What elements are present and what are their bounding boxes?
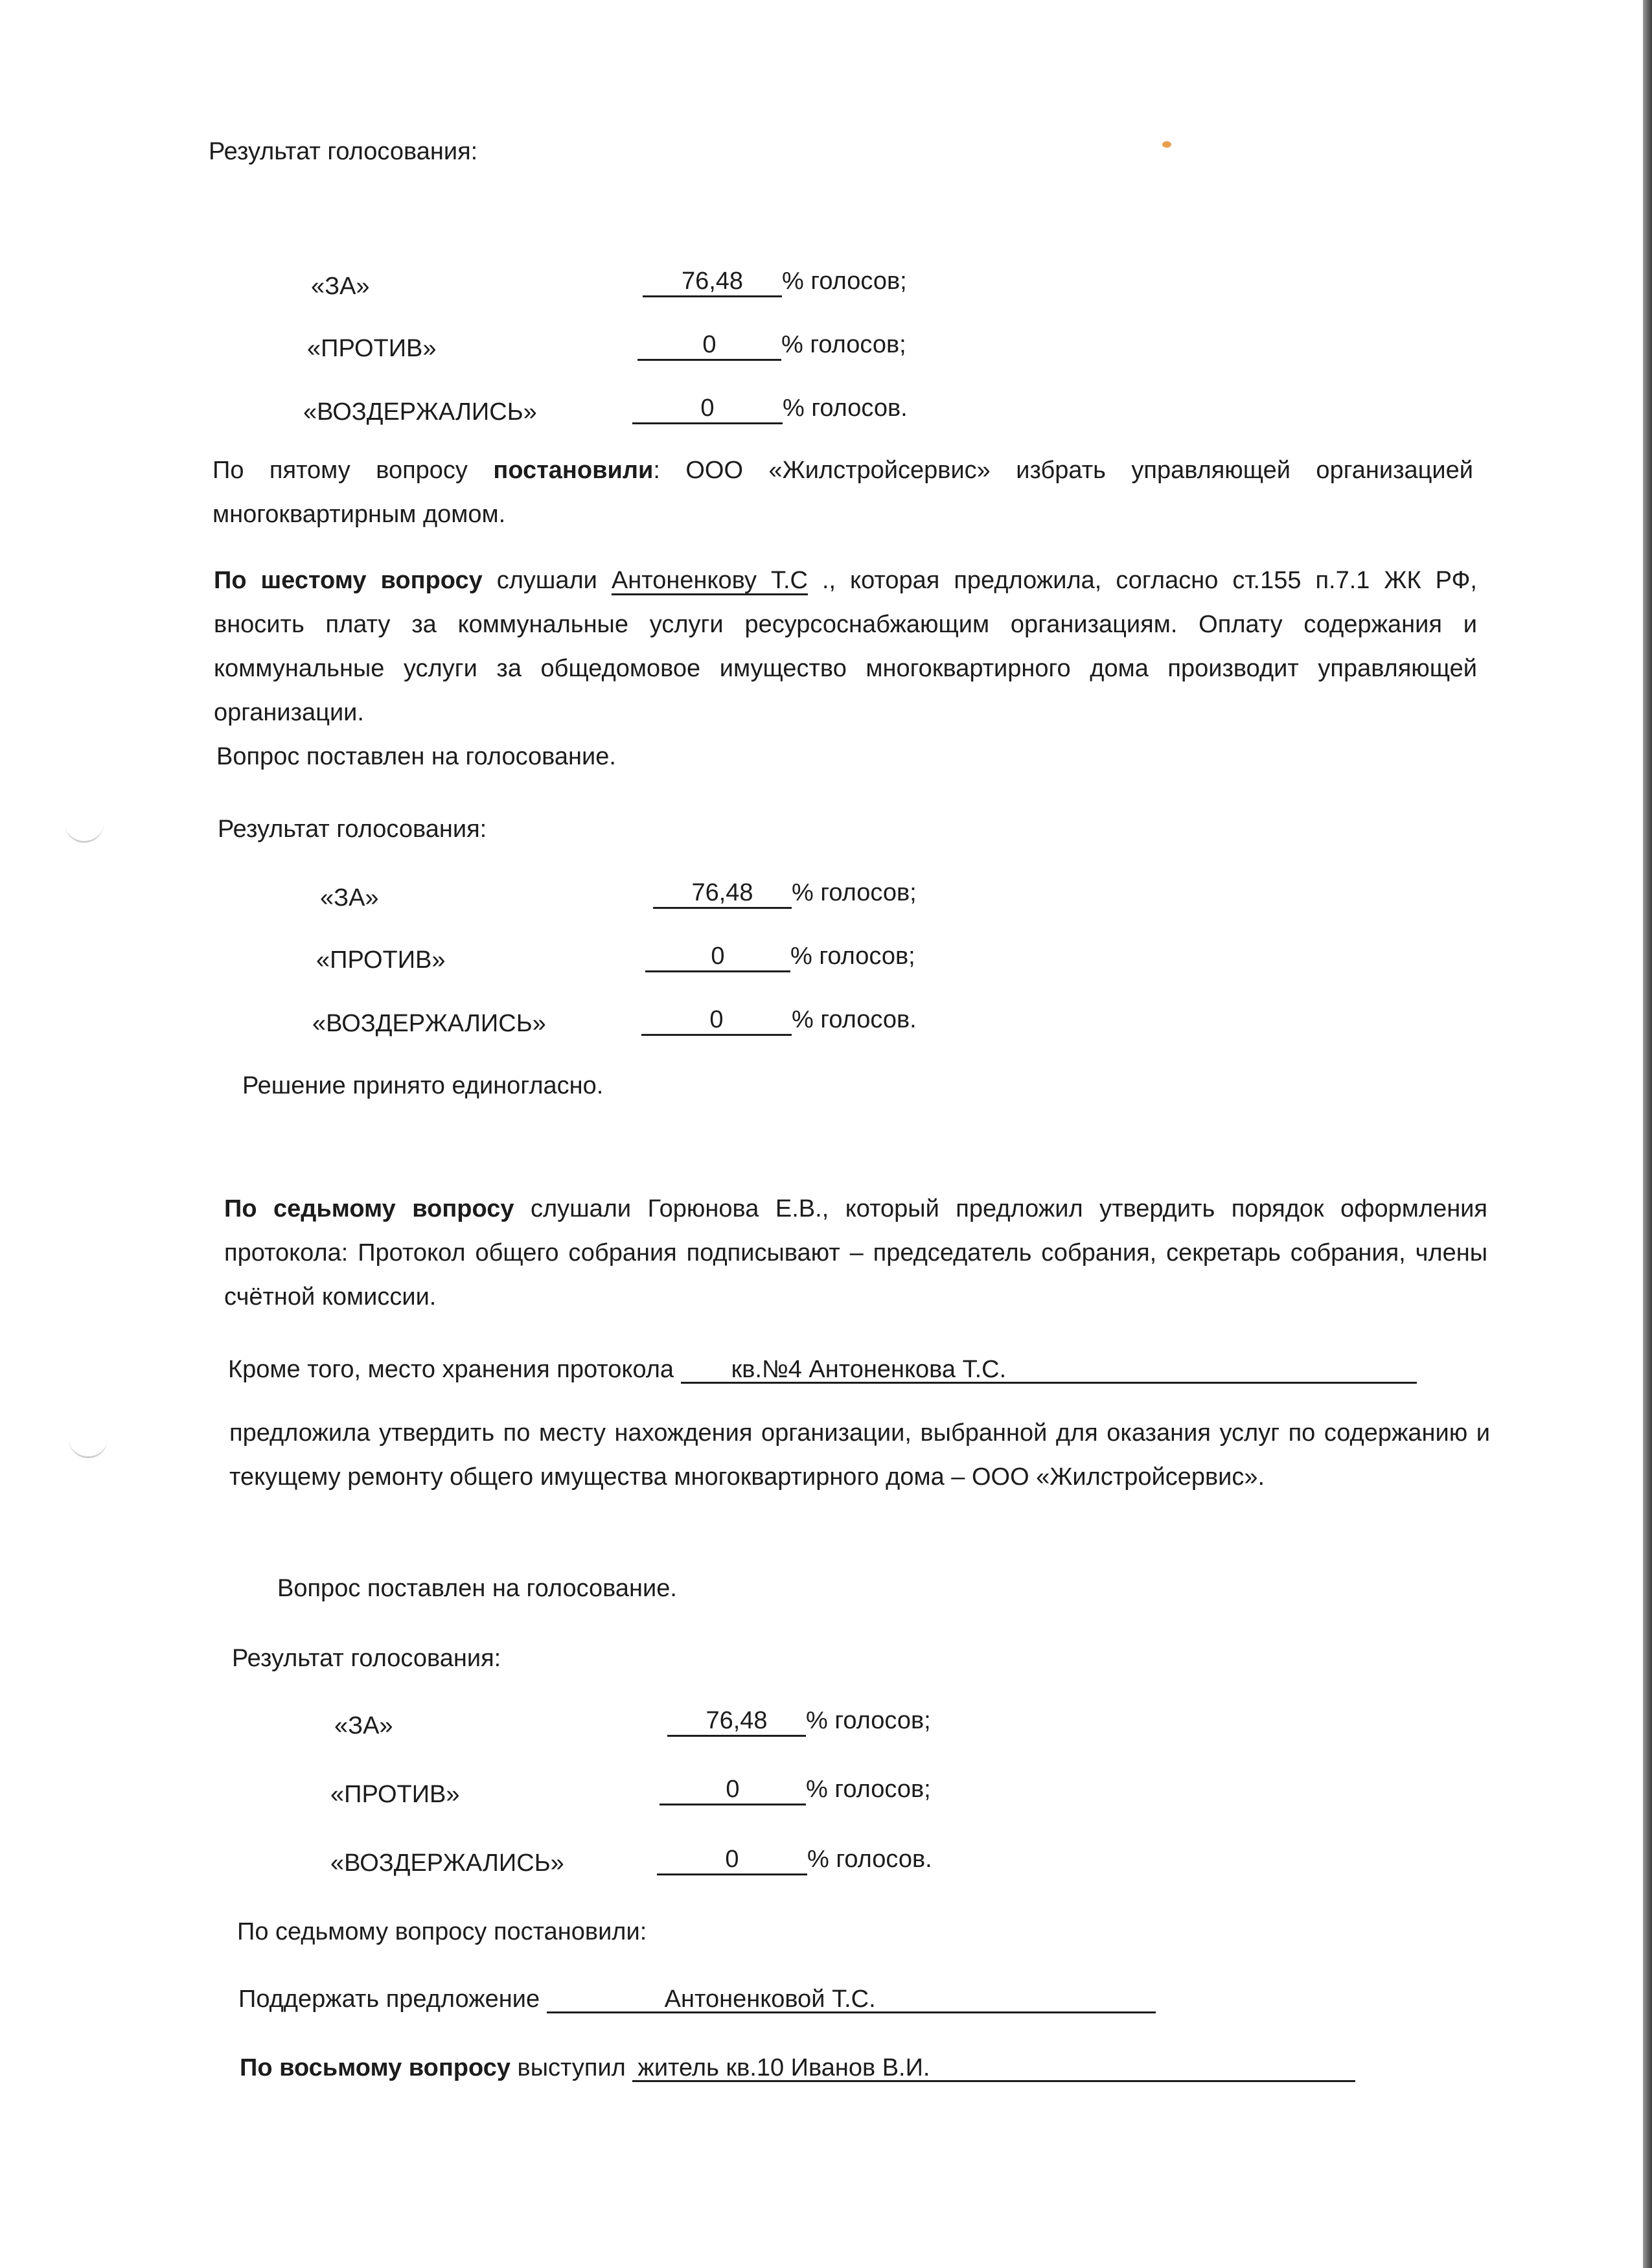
vote-abstain-value: 0: [632, 394, 783, 424]
question-6-paragraph: По шестому вопросу слушали Антоненкову Т.С ., которая предложила, согласно ст.155 п.7.1 ЖК РФ, вносить плату за коммунальные услуги ресурсоснабжающим организациям. Оплату содержания и коммунальные услуги за общедомовое имущество многоквартирного дома производит управляющей организации.: [214, 567, 1477, 726]
put-to-vote-text: Вопрос поставлен на голосование.: [216, 743, 616, 770]
vote-abstain-row: [632, 386, 908, 430]
vote-against-label: «ПРОТИВ»: [330, 1781, 460, 1808]
storage-proposal-paragraph: предложила утвердить по месту нахождения организации, выбранной для оказания услуг по содержанию и текущему ремонту общего имущества многоквартирного дома – ООО «Жилстройсервис».: [229, 1419, 1490, 1491]
vote-for-row: [653, 871, 917, 915]
vote-against-row: [637, 323, 906, 367]
question-8-text: выступил: [510, 2054, 633, 2081]
result-heading: Результат голосования:: [232, 1645, 501, 1672]
question-8-bold: По восьмому вопросу: [240, 2054, 511, 2081]
put-to-vote-text: Вопрос поставлен на голосование.: [277, 1575, 677, 1602]
vote-abstain-label: «ВОЗДЕРЖАЛИСЬ»: [303, 398, 537, 426]
question-8-row: [240, 2046, 1355, 2090]
vote-for-label: «ЗА»: [334, 1712, 393, 1739]
vote-abstain-row: [641, 998, 917, 1042]
vote-against-label: «ПРОТИВ»: [316, 946, 446, 974]
vote-against-row: [660, 1767, 931, 1811]
vote-abstain-value: 0: [657, 1845, 807, 1875]
question-8-speaker: житель кв.10 Иванов В.И.: [632, 2054, 1355, 2082]
support-row: [238, 1977, 1156, 2021]
storage-value: кв.№4 Антоненкова Т.С.: [681, 1355, 1417, 1384]
result-heading: Результат голосования:: [218, 816, 487, 843]
vote-suffix: % голосов;: [790, 943, 915, 970]
vote-for-label: «ЗА»: [320, 884, 379, 911]
storage-label: Кроме того, место хранения протокола: [228, 1356, 681, 1383]
q7-decided-heading: По седьмому вопросу постановили:: [237, 1918, 647, 1945]
vote-suffix: % голосов;: [781, 331, 906, 358]
vote-suffix: % голосов.: [807, 1846, 932, 1873]
question-7-paragraph: По седьмому вопросу слушали Горюнова Е.В., который предложил утвердить порядок оформления протокола: Протокол общего собрания подписывают – председатель собрания, секретарь собрания, члены счётной комиссии.: [224, 1195, 1487, 1311]
vote-abstain-value: 0: [641, 1005, 792, 1036]
decision-q5: По пятому вопросу постановили: ООО «Жилстройсервис» избрать управляющей организацией многоквартирным домом.: [212, 457, 1473, 528]
vote-for-value: 76,48: [653, 878, 792, 909]
support-label: Поддержать предложение: [238, 1986, 547, 2013]
storage-row: [228, 1347, 1417, 1392]
vote-against-value: 0: [645, 942, 790, 972]
vote-suffix: % голосов;: [782, 268, 907, 295]
vote-against-value: 0: [637, 330, 781, 361]
vote-suffix: % голосов;: [792, 879, 917, 906]
support-value: Антоненковой Т.С.: [547, 1985, 1156, 2013]
vote-for-value: 76,48: [643, 267, 782, 297]
vote-suffix: % голосов;: [806, 1707, 931, 1734]
vote-abstain-label: «ВОЗДЕРЖАЛИСЬ»: [330, 1850, 564, 1877]
vote-abstain-row: [657, 1837, 932, 1881]
vote-suffix: % голосов;: [806, 1776, 931, 1803]
vote-against-value: 0: [660, 1775, 806, 1805]
vote-suffix: % голосов.: [783, 395, 908, 422]
result-heading: Результат голосования:: [209, 138, 478, 165]
vote-for-label: «ЗА»: [311, 273, 370, 300]
vote-for-row: [643, 259, 907, 303]
vote-for-value: 76,48: [667, 1706, 806, 1737]
unanimous-decision: Решение принято единогласно.: [242, 1072, 604, 1099]
vote-suffix: % голосов.: [792, 1006, 917, 1033]
vote-abstain-label: «ВОЗДЕРЖАЛИСЬ»: [312, 1010, 546, 1037]
vote-for-row: [667, 1699, 931, 1743]
vote-against-row: [645, 934, 915, 978]
vote-against-label: «ПРОТИВ»: [307, 335, 437, 362]
